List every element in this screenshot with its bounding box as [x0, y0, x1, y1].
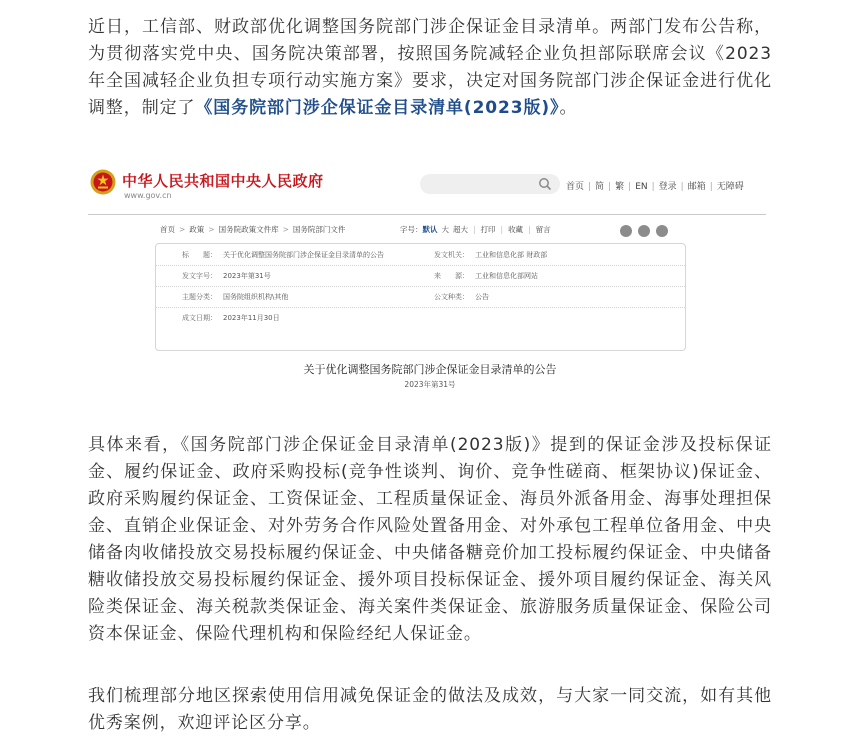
article-tools: 字号：默认 大 超大 | 打印 | 收藏 | 留言 — [400, 225, 551, 234]
font-size-label: 字号： — [400, 225, 423, 234]
date-value: 2023年11月30日 — [223, 314, 280, 322]
breadcrumb-dept-docs[interactable]: 国务院部门文件 — [292, 225, 346, 234]
info-row-title — [156, 244, 685, 266]
type-label: 公文种类： — [434, 293, 469, 301]
nav-mail[interactable]: 邮箱 — [687, 182, 706, 192]
date-label: 成文日期： — [182, 314, 217, 322]
header-divider — [88, 214, 766, 215]
intro-paragraph — [88, 14, 772, 122]
nav-accessibility[interactable]: 无障碍 — [716, 182, 744, 192]
intro-text: 近日，工信部、财政部优化调整国务院部门涉企保证金目录清单。两部门发布公告称，为贯彻落实党中央、国务院决策部署，按照国务院减轻企业负担部际联席会议《2023年全国减轻企业负担专项行动实施方案》要求，决定对国务院部门涉企保证金进行优化调整，制定了 — [88, 17, 772, 118]
bookmark-button[interactable]: 收藏 — [508, 225, 524, 234]
details-paragraph: 具体来看，《国务院部门涉企保证金目录清单(2023版)》提到的保证金涉及投标保证金、履约保证金、政府采购投标(竞争性谈判、询价、竞争性磋商、框架协议)保证金、政府采购履约保证金、工资保证金、工程质量保证金、海员外派备用金、海事处理担保金、直销企业保证金、对外劳务合作风险处置备用金、对外承包工程单位备用金、中央储备肉收储投放交易投标履约保证金、中央储备糖竞价加工投标履约保证金、中央储备糖收储投放交易投标履约保证金、援外项目投标保证金、援外项目履约保证金、海关风险类保证金、海关税款类保证金、海关案件类保证金、旅游服务质量保证金、保险公司资本保证金、保险代理机构和保险经纪人保证金。 — [88, 435, 772, 644]
nav-traditional[interactable]: 繁 — [615, 182, 625, 192]
document-number-caption: 2023年第31号 — [404, 380, 456, 389]
info-row-number — [156, 265, 685, 287]
breadcrumb-library[interactable]: 国务院政策文件库 — [218, 225, 279, 234]
top-nav: 首页 | 简 | 繁 | EN | 登录 | 邮箱 | 无障碍 — [566, 179, 744, 192]
breadcrumb: 首页 > 政策 > 国务院政策文件库 > 国务院部门文件 — [160, 225, 346, 234]
closing-paragraph: 我们梳理部分地区探索使用信用减免保证金的做法及成效，与大家一同交流，如有其他优秀案例，欢迎评论区分享。 — [88, 686, 772, 733]
qzone-icon[interactable] — [656, 225, 668, 237]
category-value: 国务院组织机构\其他 — [223, 293, 289, 301]
number-value: 2023年第31号 — [223, 272, 271, 280]
breadcrumb-home[interactable]: 首页 — [160, 225, 175, 234]
weibo-icon[interactable] — [620, 225, 632, 237]
nav-simplified[interactable]: 简 — [595, 182, 605, 192]
source-label: 来 源： — [434, 272, 469, 280]
site-search-input[interactable] — [420, 174, 560, 194]
category-label: 主题分类： — [182, 293, 217, 301]
nav-english[interactable]: EN — [635, 182, 648, 192]
document-info-table — [155, 243, 686, 351]
nav-home[interactable]: 首页 — [566, 182, 585, 192]
type-value: 公告 — [475, 293, 489, 301]
org-label: 发文机关： — [434, 251, 469, 259]
search-icon[interactable] — [538, 177, 552, 191]
print-button[interactable]: 打印 — [480, 225, 496, 234]
info-row-category — [156, 286, 685, 308]
font-size-default[interactable]: 默认 — [422, 225, 438, 234]
catalog-title-link[interactable]: 《国务院部门涉企保证金目录清单(2023版)》 — [195, 98, 560, 118]
org-value: 工业和信息化部 财政部 — [475, 251, 548, 259]
source-value: 工业和信息化部网站 — [475, 272, 538, 280]
title-value: 关于优化调整国务院部门涉企保证金目录清单的公告 — [223, 251, 384, 259]
font-size-large[interactable]: 大 — [441, 225, 449, 234]
site-url: www.gov.cn — [124, 191, 172, 200]
share-icons — [620, 222, 674, 241]
nav-login[interactable]: 登录 — [658, 182, 677, 192]
wechat-icon[interactable] — [638, 225, 650, 237]
breadcrumb-policy[interactable]: 政策 — [189, 225, 205, 234]
gov-site-screenshot — [88, 160, 772, 396]
national-emblem-icon — [90, 169, 116, 195]
intro-end: 。 — [559, 98, 578, 118]
font-size-xlarge[interactable]: 超大 — [453, 225, 468, 234]
document-caption: 关于优化调整国务院部门涉企保证金目录清单的公告 — [303, 363, 557, 376]
number-label: 发文字号： — [182, 272, 217, 280]
site-title: 中华人民共和国中央人民政府 — [122, 172, 324, 190]
info-row-date — [156, 307, 685, 328]
comment-button[interactable]: 留言 — [535, 225, 551, 234]
title-label: 标 题： — [182, 251, 217, 259]
